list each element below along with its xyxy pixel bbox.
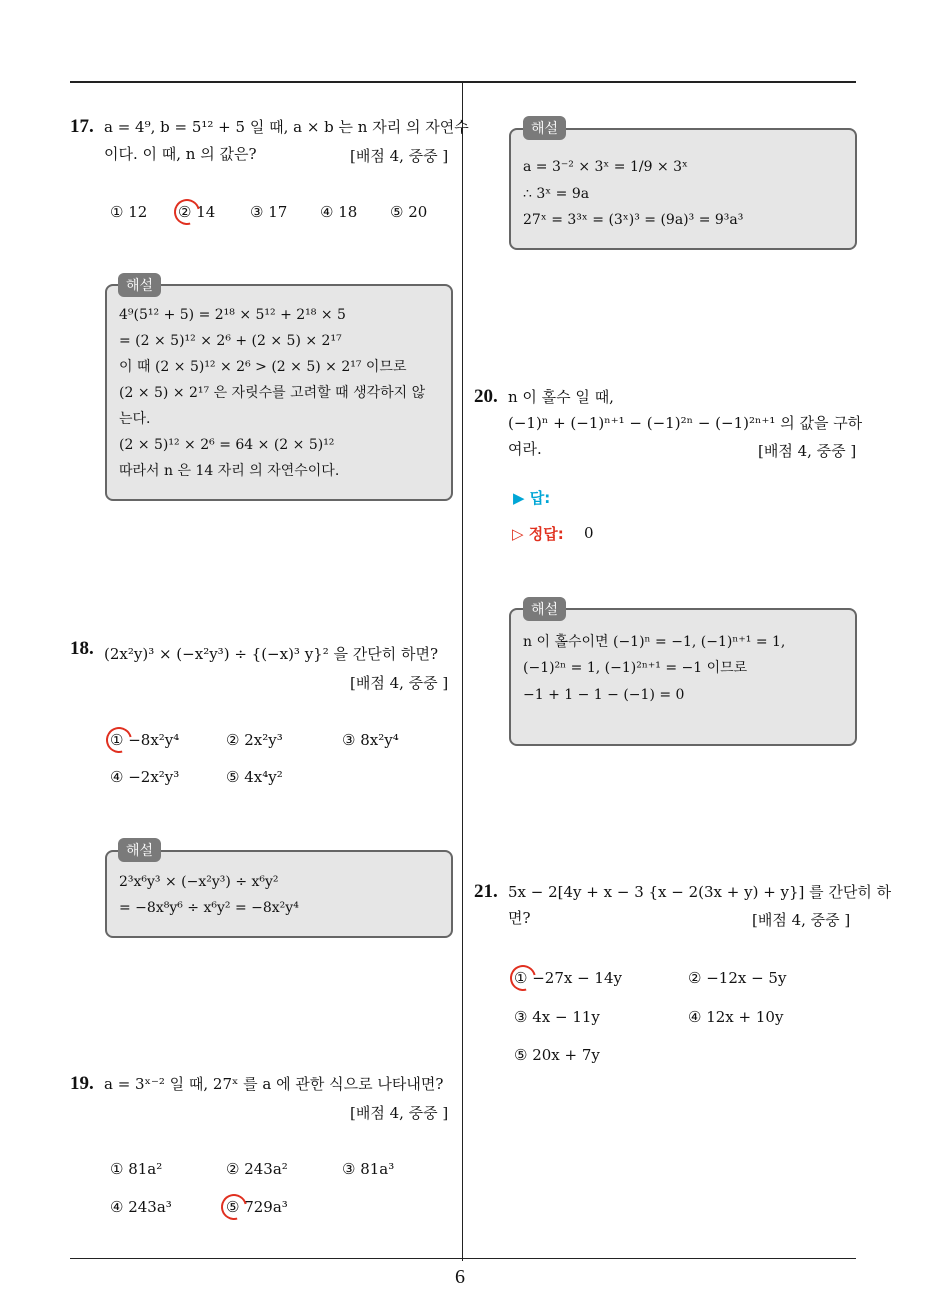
solution-tag: 해설: [118, 838, 161, 862]
solution-line: 따라서 n 은 14 자리 의 자연수이다.: [119, 463, 340, 479]
selected-answer-mark: [169, 194, 205, 230]
selected-answer-mark: [505, 960, 541, 996]
score-label: [배점 4, 중중 ]: [350, 1104, 449, 1122]
choice-2[interactable]: ② 14: [178, 203, 216, 221]
choice-4[interactable]: ④ 243a³: [110, 1198, 172, 1216]
solution-tag: 해설: [523, 116, 566, 140]
solution-line: 27ˣ = 3³ˣ = (3ˣ)³ = (9a)³ = 9³a³: [523, 212, 744, 228]
solution-line: (2 × 5) × 2¹⁷ 은 자릿수를 고려할 때 생각하지 않: [119, 385, 426, 401]
solution-line: ∴ 3ˣ = 9a: [523, 186, 590, 202]
question-number: 18.: [70, 638, 94, 659]
column-divider: [462, 83, 463, 1261]
choice-4[interactable]: ④ −2x²y³: [110, 768, 180, 786]
solution-line: −1 + 1 − 1 − (−1) = 0: [523, 687, 685, 703]
question-text-line-1: 5x − 2[4y + x − 3 {x − 2(3x + y) + y}] 를 간단히 하: [508, 883, 892, 901]
score-label: [배점 4, 중중 ]: [752, 911, 851, 929]
solution-line: = (2 × 5)¹² × 2⁶ + (2 × 5) × 2¹⁷: [119, 333, 342, 349]
solution-line: (−1)²ⁿ = 1, (−1)²ⁿ⁺¹ = −1 이므로: [523, 660, 748, 676]
question-number: 20.: [474, 386, 498, 407]
choice-2[interactable]: ② 2x²y³: [226, 731, 283, 749]
choice-3[interactable]: ③ 81a³: [342, 1160, 395, 1178]
choice-3[interactable]: ③ 17: [250, 203, 288, 221]
question-text-line-3: 여라.: [508, 440, 542, 458]
question-text-line-1: (2x²y)³ × (−x²y³) ÷ {(−x)³ y}² 을 간단히 하면?: [104, 645, 439, 663]
question-text-line-1: n 이 홀수 일 때,: [508, 388, 614, 406]
choice-5[interactable]: ⑤ 729a³: [226, 1198, 288, 1216]
question-number: 19.: [70, 1073, 94, 1094]
choice-2[interactable]: ② −12x − 5y: [688, 969, 787, 987]
solution-line: (2 × 5)¹² × 2⁶ = 64 × (2 × 5)¹²: [119, 437, 335, 453]
solution-line: 는다.: [119, 411, 151, 427]
question-text-line-2: 이다. 이 때, n 의 값은?: [104, 145, 257, 163]
question-text-line-2: 면?: [508, 909, 531, 927]
choice-3[interactable]: ③ 8x²y⁴: [342, 731, 399, 749]
solution-line: 이 때 (2 × 5)¹² × 2⁶ > (2 × 5) × 2¹⁷ 이므로: [119, 359, 407, 375]
page-number: 6: [455, 1266, 465, 1288]
solution-line: 4⁹(5¹² + 5) = 2¹⁸ × 5¹² + 2¹⁸ × 5: [119, 307, 346, 323]
question-number: 17.: [70, 116, 94, 137]
bottom-rule: [70, 1258, 856, 1259]
choice-2[interactable]: ② 243a²: [226, 1160, 288, 1178]
choice-1[interactable]: ① 81a²: [110, 1160, 163, 1178]
solution-line: a = 3⁻² × 3ˣ = 1/9 × 3ˣ: [523, 159, 688, 175]
question-number: 21.: [474, 881, 498, 902]
solution-line: 2³x⁶y³ × (−x²y³) ÷ x⁶y²: [119, 874, 279, 890]
solution-line: n 이 홀수이면 (−1)ⁿ = −1, (−1)ⁿ⁺¹ = 1,: [523, 634, 786, 650]
top-rule: [70, 81, 856, 83]
question-text-line-1: a = 4⁹, b = 5¹² + 5 일 때, a × b 는 n 자리 의 자연수: [104, 118, 469, 136]
selected-answer-mark: [101, 722, 137, 758]
choice-5[interactable]: ⑤ 4x⁴y²: [226, 768, 283, 786]
solution-box: [105, 284, 453, 501]
solution-box: [105, 850, 453, 938]
correct-answer-value: 0: [584, 524, 594, 542]
selected-answer-mark: [216, 1189, 252, 1225]
question-text-line-1: a = 3ˣ⁻² 일 때, 27ˣ 를 a 에 관한 식으로 나타내면?: [104, 1075, 444, 1093]
choice-4[interactable]: ④ 18: [320, 203, 358, 221]
choice-1[interactable]: ① −27x − 14y: [514, 969, 622, 987]
solution-tag: 해설: [118, 273, 161, 297]
score-label: [배점 4, 중중 ]: [350, 674, 449, 692]
solution-box: [509, 608, 857, 746]
choice-1[interactable]: ① −8x²y⁴: [110, 731, 180, 749]
choice-4[interactable]: ④ 12x + 10y: [688, 1008, 784, 1026]
solution-tag: 해설: [523, 597, 566, 621]
solution-box: [509, 128, 857, 250]
answer-label: ▶ 답:: [513, 489, 551, 507]
question-text-line-2: (−1)ⁿ + (−1)ⁿ⁺¹ − (−1)²ⁿ − (−1)²ⁿ⁺¹ 의 값을 구하: [508, 414, 863, 432]
score-label: [배점 4, 중중 ]: [350, 147, 449, 165]
choice-1[interactable]: ① 12: [110, 203, 148, 221]
choice-5[interactable]: ⑤ 20x + 7y: [514, 1046, 600, 1064]
solution-line: = −8x⁸y⁶ ÷ x⁶y² = −8x²y⁴: [119, 900, 299, 916]
choice-5[interactable]: ⑤ 20: [390, 203, 428, 221]
score-label: [배점 4, 중중 ]: [758, 442, 857, 460]
choice-3[interactable]: ③ 4x − 11y: [514, 1008, 600, 1026]
correct-answer-label: ▷ 정답:: [512, 525, 564, 543]
